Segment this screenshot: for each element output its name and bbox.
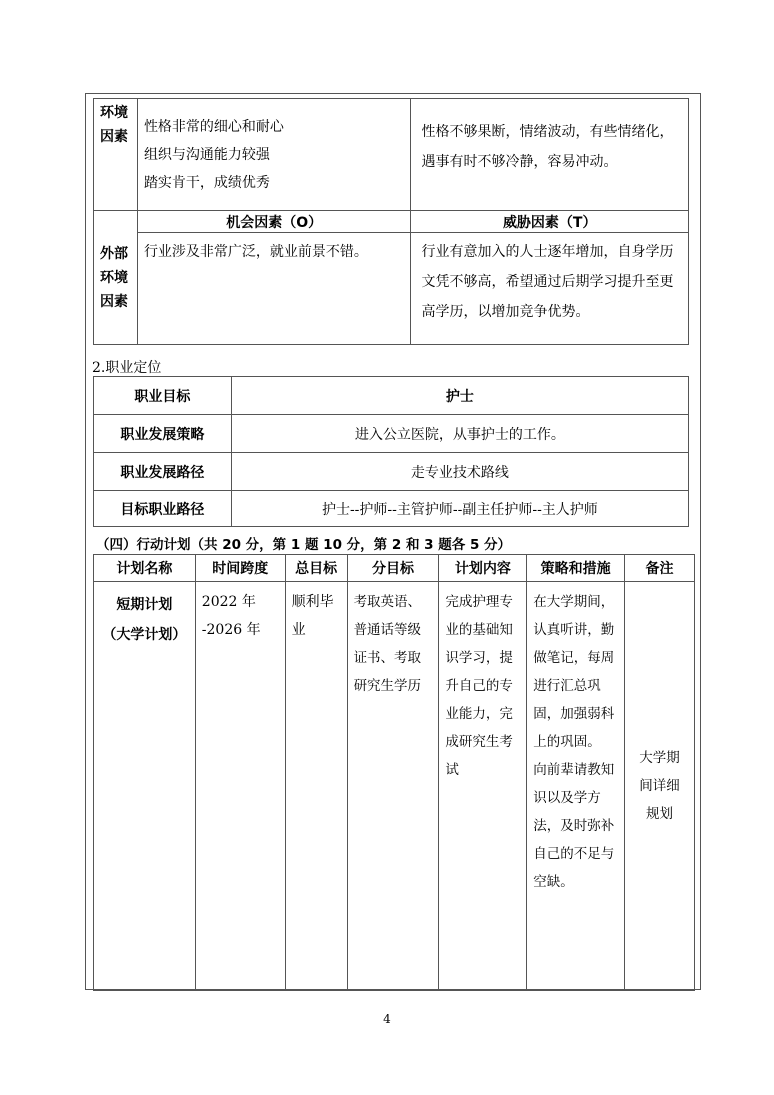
opportunity-header: 机会因素（O） [137,211,411,233]
threat-header: 威胁因素（T） [411,211,689,233]
plan-name: 短期计划 （大学计划） [94,582,196,991]
plan-content: 完成护理专业的基础知识学习，提升自己的专业能力，完成研究生考试 [439,582,527,991]
plan-table [93,554,695,991]
strength-item: 组织与沟通能力较强 [143,147,270,163]
position-value: 进入公立医院，从事护士的工作。 [231,415,688,453]
plan-header: 总目标 [285,555,347,582]
swot-table [93,98,689,345]
strategy-paragraph: 向前辈请教知识以及学方法，及时弥补自己的不足与空缺。 [533,762,615,890]
strengths-cell [137,99,411,211]
external-factor-label: 外部 环境 因素 [94,211,138,345]
env-factor-label: 环境 因素 [94,99,138,211]
plan-header: 计划名称 [94,555,196,582]
position-value: 护士--护师--主管护师--副主任护师--主人护师 [231,491,688,527]
positioning-title: 2.职业定位 [92,360,162,376]
plan-goal: 顺利毕业 [285,582,347,991]
position-label: 目标职业路径 [94,491,232,527]
strength-item: 性格非常的细心和耐心 [143,119,284,135]
position-value: 走专业技术路线 [231,453,688,491]
plan-header: 策略和措施 [527,555,625,582]
page-number: 4 [383,1012,391,1026]
plan-title: （四）行动计划（共 20 分，第 1 题 10 分，第 2 和 3 题各 5 分） [96,537,512,553]
opportunity-cell: 行业涉及非常广泛，就业前景不错。 [137,233,411,345]
plan-sub-goal: 考取英语、普通话等级证书、考取研究生学历 [347,582,439,991]
plan-header: 时间跨度 [195,555,285,582]
strategy-paragraph: 在大学期间，认真听讲，勤做笔记，每周进行汇总巩固，加强弱科上的巩固。 [533,594,615,750]
position-label: 职业目标 [94,377,232,415]
positioning-table [93,376,689,527]
weaknesses-cell: 性格不够果断，情绪波动，有些情绪化，遇事有时不够冷静，容易冲动。 [411,99,689,211]
position-label: 职业发展策略 [94,415,232,453]
strength-item: 踏实肯干，成绩优秀 [143,175,270,191]
position-label: 职业发展路径 [94,453,232,491]
plan-header: 计划内容 [439,555,527,582]
plan-strategy [527,582,625,991]
plan-span: 2022 年 -2026 年 [195,582,285,991]
threat-cell: 行业有意加入的人士逐年增加，自身学历文凭不够高，希望通过后期学习提升至更高学历，以增加竞争优势。 [411,233,689,345]
plan-header: 备注 [625,555,695,582]
position-value: 护士 [231,377,688,415]
plan-header: 分目标 [347,555,439,582]
plan-note: 大学期间详细规划 [625,582,695,991]
